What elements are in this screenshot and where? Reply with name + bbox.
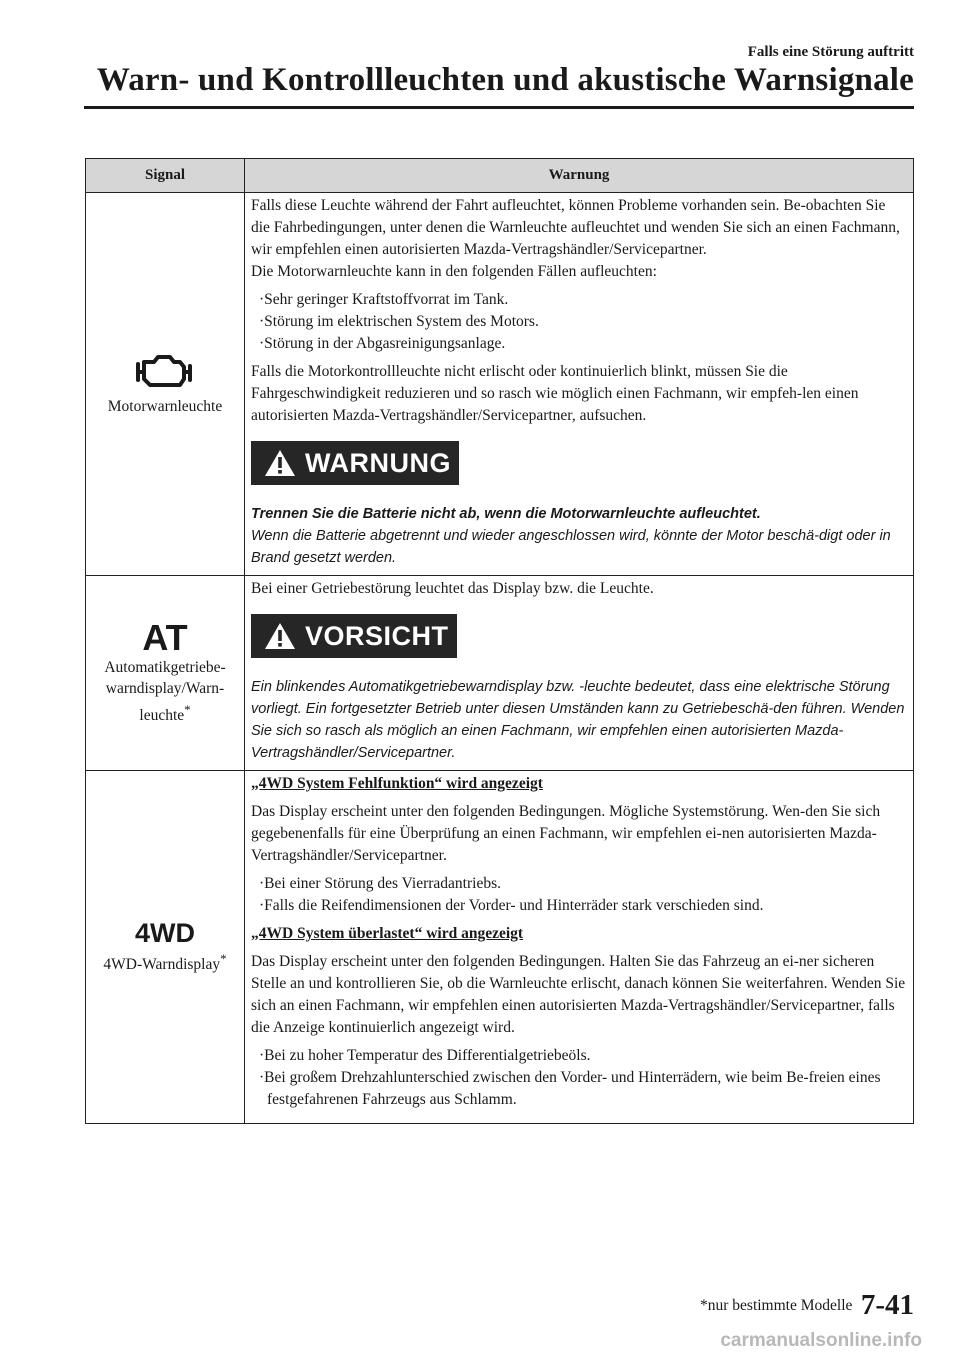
4wd-icon: 4WD — [135, 918, 195, 949]
4wd-text-1: Das Display erscheint unter den folgenden Bedingungen. Mögliche Systemstörung. Wen-den Sie sich gegebenenfalls für eine Überprüfung an einen Fachmann, wir empfehlen ei-nen autorisierten Mazda-Vertragshändler/Servicepartner. — [251, 803, 881, 864]
table-header-row — [86, 159, 914, 193]
engine-check-icon — [134, 352, 196, 390]
engine-text-2: Die Motorwarnleuchte kann in den folgenden Fällen aufleuchten: — [251, 263, 657, 280]
warning-cell-engine — [245, 193, 914, 576]
signal-cell-4wd — [86, 771, 245, 1124]
header-rule — [84, 106, 914, 109]
warning-badge-label: WARNUNG — [305, 448, 451, 478]
list-item: ·Bei einer Störung des Vierradantriebs. — [259, 875, 501, 892]
list-item: ·Sehr geringer Kraftstoffvorrat im Tank. — [259, 291, 509, 308]
signal-label-4wd: 4WD-Warndisplay* — [103, 951, 227, 974]
footnote-mark: * — [184, 702, 191, 718]
table-row — [86, 576, 914, 771]
warning-triangle-icon — [263, 621, 297, 651]
list-item: ·Bei zu hoher Temperatur des Differentialgetriebeöls. — [259, 1047, 591, 1064]
page-number: 7-41 — [860, 1289, 914, 1321]
warning-cell-at — [245, 576, 914, 771]
signal-label-at-1: Automatikgetriebe- — [104, 659, 226, 677]
signal-label-engine: Motorwarnleuchte — [107, 397, 223, 415]
engine-bullet-list — [259, 289, 907, 355]
page-title: Warn- und Kontrollleuchten und akustische Warnsignale — [96, 62, 914, 98]
table-row — [86, 771, 914, 1124]
caution-badge-label: VORSICHT — [305, 621, 449, 651]
warning-badge — [251, 441, 459, 485]
at-caution-text: Ein blinkendes Automatikgetriebewarndisplay bzw. -leuchte bedeutet, dass eine elektrische Störung vorliegt. Ein fortgesetzter Betrieb unter diesen Umständen kann zu Getriebeschä-den führen. Wenden Sie sich so rasch als möglich an einen Fachmann, wir empfehlen einen autorisierten Mazda-Vertragshändler/Servicepartner. — [251, 679, 905, 761]
caution-badge — [251, 614, 457, 658]
warning-table — [85, 158, 914, 1124]
engine-warning-bold: Trennen Sie die Batterie nicht ab, wenn die Motorwarnleuchte aufleuchtet. — [251, 506, 761, 522]
warning-triangle-icon — [263, 448, 297, 478]
signal-label-at-2: warndisplay/Warn- — [105, 680, 225, 698]
engine-text-3: Falls die Motorkontrollleuchte nicht erlischt oder kontinuierlich blinkt, müssen Sie die Fahrgeschwindigkeit reduzieren und so rasch wie möglich einen Fachmann, wir empfeh-len einen autorisierten Mazda-Vertragshändler/Servicepartner, aufsuchen. — [251, 363, 859, 424]
warning-cell-4wd — [245, 771, 914, 1124]
list-item: ·Falls die Reifendimensionen der Vorder- und Hinterräder stark verschieden sind. — [259, 897, 764, 914]
list-item: ·Störung in der Abgasreinigungsanlage. — [259, 335, 506, 352]
watermark: carmanualsonline.info — [720, 1330, 922, 1351]
at-icon: AT — [142, 617, 188, 659]
table-row — [86, 193, 914, 576]
header-section: Falls eine Störung auftritt — [747, 44, 914, 60]
col-header-warning: Warnung — [245, 159, 914, 193]
engine-text-1: Falls diese Leuchte während der Fahrt aufleuchtet, können Probleme vorhanden sein. Be-obachten Sie die Fahrbedingungen, unter denen die Warnleuchte aufleuchtet und wenden Sie sich an einen Fachmann, wir empfehlen einen autorisierten Mazda-Vertragshändler/Servicepartner. — [251, 197, 900, 258]
4wd-bullet-list-2 — [259, 1045, 907, 1111]
4wd-heading-1: „4WD System Fehlfunktion“ wird angezeigt — [251, 775, 543, 792]
4wd-bullet-list-1 — [259, 873, 907, 917]
col-header-signal: Signal — [86, 159, 245, 193]
footnote-models: *nur bestimmte Modelle — [700, 1297, 853, 1314]
signal-cell-engine — [86, 193, 245, 576]
signal-cell-at — [86, 576, 245, 771]
list-item: ·Bei großem Drehzahlunterschied zwischen den Vorder- und Hinterrädern, wie beim Be-freien eines festgefahrenen Fahrzeugs aus Schlamm. — [259, 1069, 881, 1108]
list-item: ·Störung im elektrischen System des Motors. — [259, 313, 539, 330]
signal-label-at-3: leuchte* — [139, 702, 191, 725]
at-text-1: Bei einer Getriebestörung leuchtet das Display bzw. die Leuchte. — [251, 580, 654, 597]
engine-warning-text: Wenn die Batterie abgetrennt und wieder angeschlossen wird, könnte der Motor beschä-digt oder in Brand gesetzt werden. — [251, 528, 891, 566]
footnote-mark: * — [220, 951, 227, 967]
4wd-text-2: Das Display erscheint unter den folgenden Bedingungen. Halten Sie das Fahrzeug an ei-ner sicheren Stelle an und kontrollieren Sie, ob die Warnleuchte erlischt, danach können Sie weiterfahren. Wenden Sie sich an einen Fachmann, wir empfehlen einen autorisierten Mazda-Vertragshändler/Servicepartner, falls die Anzeige kontinuierlich angezeigt wird. — [251, 953, 906, 1036]
4wd-heading-2: „4WD System überlastet“ wird angezeigt — [251, 925, 524, 942]
